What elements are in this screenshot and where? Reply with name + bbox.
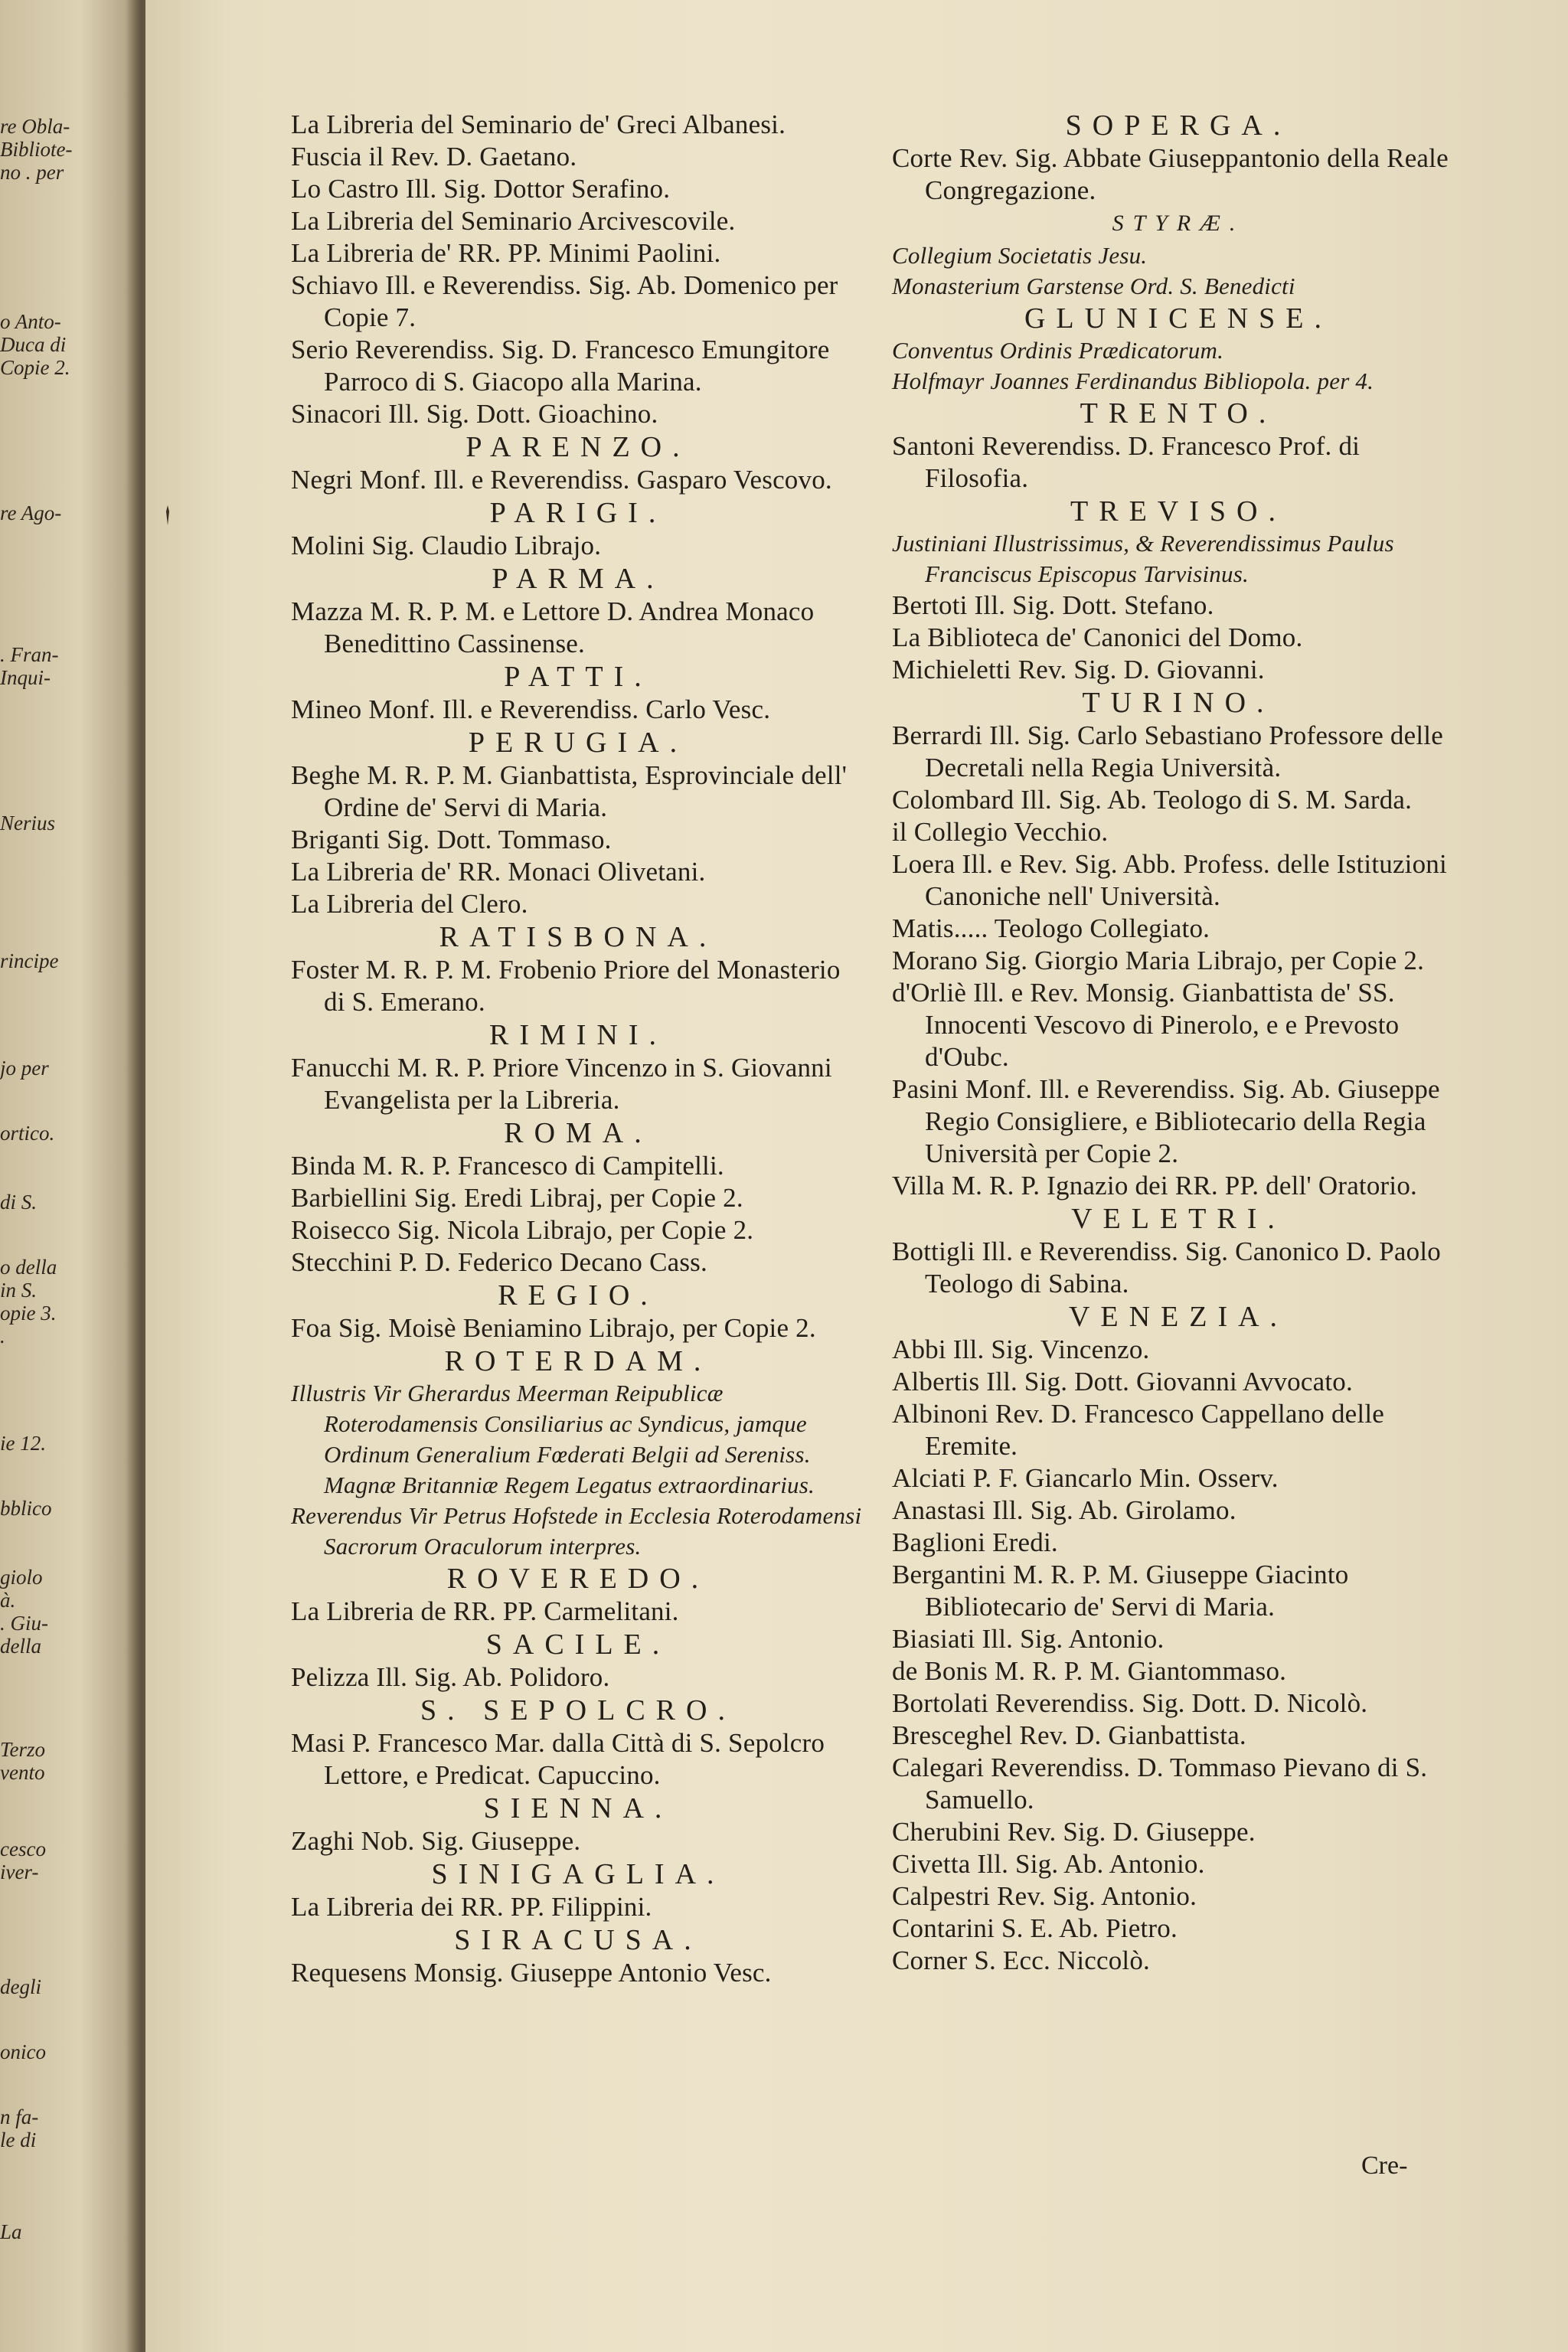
subscriber-entry: Foa Sig. Moisè Beniamino Librajo, per Copie 2. <box>291 1313 816 1343</box>
city-heading: S. SEPOLCRO. <box>420 1694 736 1726</box>
previous-page-fragment: Terzo vento <box>0 1738 46 1784</box>
subscriber-entry: Anastasi Ill. Sig. Ab. Girolamo. <box>892 1495 1236 1525</box>
previous-page-edge <box>0 0 145 2352</box>
subscriber-entry: de Bonis M. R. P. M. Giantommaso. <box>892 1656 1287 1686</box>
subscriber-entry: Morano Sig. Giorgio Maria Librajo, per Copie 2. <box>892 946 1425 975</box>
city-heading: TREVISO. <box>1070 495 1286 528</box>
city-heading: PERUGIA. <box>468 727 688 759</box>
subscriber-entry: Matis..... Teologo Collegiato. <box>892 913 1210 943</box>
city-heading: PARENZO. <box>466 431 691 463</box>
subscriber-entry: Briganti Sig. Dott. Tommaso. <box>291 825 612 854</box>
right-column <box>892 109 1465 1977</box>
subscriber-entry: Illustris Vir Gherardus Meerman Reipublicæ Roterodamensis Consiliarius ac Syndicus, jamque Ordinum Generalium Fœderati Belgii ad Sereniss. Magnæ Britanniæ Regem Legatus extraordinarius. <box>291 1380 815 1498</box>
previous-page-fragment: cesco iver- <box>0 1838 46 1883</box>
subscriber-entry: Calpestri Rev. Sig. Antonio. <box>892 1881 1197 1911</box>
subscriber-entry: Fuscia il Rev. D. Gaetano. <box>291 142 577 172</box>
city-heading: TRENTO. <box>1080 397 1277 430</box>
previous-page-fragment: n fa- le di <box>0 2105 39 2151</box>
city-heading: VELETRI. <box>1071 1203 1285 1235</box>
subscriber-entry: Requesens Monsig. Giuseppe Antonio Vesc. <box>291 1958 772 1988</box>
city-heading: GLUNICENSE. <box>1024 302 1333 335</box>
subscriber-entry: Bottigli Ill. e Reverendiss. Sig. Canonico D. Paolo Teologo di Sabina. <box>892 1236 1441 1298</box>
previous-page-fragment: onico <box>0 2040 46 2063</box>
city-heading: TURINO. <box>1082 687 1275 719</box>
subscriber-entry: Masi P. Francesco Mar. dalla Città di S. Sepolcro Lettore, e Predicat. Capuccino. <box>291 1728 825 1790</box>
previous-page-fragment: re Obla- Bibliote- no . per <box>0 115 73 184</box>
subscriber-entry: Pasini Monf. Ill. e Reverendiss. Sig. Ab. Giuseppe Regio Consigliere, e Bibliotecario della Regia Università per Copie 2. <box>892 1074 1440 1168</box>
city-heading: SIENNA. <box>483 1792 673 1824</box>
subscriber-entry: Collegium Societatis Jesu. <box>892 242 1148 269</box>
subscriber-entry: Contarini S. E. Ab. Pietro. <box>892 1913 1178 1943</box>
subscriber-entry: Conventus Ordinis Prædicatorum. <box>892 337 1224 364</box>
previous-page-fragment: re Ago- <box>0 501 62 524</box>
previous-page-fragment: . Fran- Inqui- <box>0 643 59 689</box>
subscriber-entry: Stecchini P. D. Federico Decano Cass. <box>291 1247 707 1277</box>
subscriber-entry: Bortolati Reverendiss. Sig. Dott. D. Nicolò. <box>892 1688 1368 1718</box>
subscriber-entry: Reverendus Vir Petrus Hofstede in Ecclesia Roterodamensi Sacrorum Oraculorum interpres. <box>291 1502 862 1560</box>
subscriber-entry: il Collegio Vecchio. <box>892 817 1109 847</box>
subscriber-entry: Zaghi Nob. Sig. Giuseppe. <box>291 1826 581 1856</box>
subscriber-entry: Holfmayr Joannes Ferdinandus Bibliopola. per 4. <box>892 368 1374 394</box>
subscriber-entry: La Libreria del Seminario Arcivescovile. <box>291 206 736 236</box>
subscriber-entry: Albinoni Rev. D. Francesco Cappellano delle Eremite. <box>892 1399 1384 1461</box>
city-heading: SIRACUSA. <box>454 1924 702 1956</box>
subscriber-entry: La Libreria de RR. PP. Carmelitani. <box>291 1596 679 1626</box>
subscriber-entry: Sinacori Ill. Sig. Dott. Gioachino. <box>291 399 658 429</box>
city-heading: RATISBONA. <box>439 921 717 953</box>
subscriber-entry: Serio Reverendiss. Sig. D. Francesco Emungitore Parroco di S. Giacopo alla Marina. <box>291 335 830 397</box>
previous-page-fragment: ortico. <box>0 1122 55 1145</box>
subscriber-entry: Roisecco Sig. Nicola Librajo, per Copie 2. <box>291 1215 754 1245</box>
subscriber-entry: Alciati P. F. Giancarlo Min. Osserv. <box>892 1463 1279 1493</box>
previous-page-fragment: ie 12. <box>0 1432 46 1455</box>
subscriber-entry: Fanucchi M. R. P. Priore Vincenzo in S. Giovanni Evangelista per la Libreria. <box>291 1053 832 1115</box>
subscriber-entry: La Libreria del Clero. <box>291 889 528 919</box>
city-heading: ROVEREDO. <box>446 1563 710 1595</box>
subscriber-entry: La Libreria de' RR. Monaci Olivetani. <box>291 857 706 887</box>
previous-page-fragment: Nerius <box>0 812 56 835</box>
subscriber-entry: Corner S. Ecc. Niccolò. <box>892 1945 1150 1975</box>
subscriber-entry: Baglioni Eredi. <box>892 1527 1058 1557</box>
city-heading: PARIGI. <box>489 497 667 529</box>
previous-page-fragment: o Anto- Duca di Copie 2. <box>0 310 70 379</box>
subscriber-entry: Negri Monf. Ill. e Reverendiss. Gasparo Vescovo. <box>291 465 832 495</box>
subscriber-entry: Barbiellini Sig. Eredi Libraj, per Copie 2. <box>291 1183 743 1213</box>
subscriber-entry: Bertoti Ill. Sig. Dott. Stefano. <box>892 590 1214 620</box>
city-heading: PARMA. <box>492 563 665 595</box>
previous-page-fragment: o della in S. opie 3. . <box>0 1256 57 1348</box>
subscriber-entry: Biasiati Ill. Sig. Antonio. <box>892 1624 1165 1654</box>
pin-mark <box>162 505 173 525</box>
left-column <box>291 109 865 1989</box>
city-heading: SOPERGA. <box>1065 109 1292 142</box>
subscriber-entry: Villa M. R. P. Ignazio dei RR. PP. dell' Oratorio. <box>892 1171 1417 1200</box>
city-heading: RIMINI. <box>488 1019 668 1051</box>
subscriber-entry: Lo Castro Ill. Sig. Dottor Serafino. <box>291 174 671 204</box>
subscriber-entry: Loera Ill. e Rev. Sig. Abb. Profess. delle Istituzioni Canoniche nell' Università. <box>892 849 1447 911</box>
subscriber-entry: Berrardi Ill. Sig. Carlo Sebastiano Professore delle Decretali nella Regia Università. <box>892 720 1443 782</box>
subscriber-entry: La Biblioteca de' Canonici del Domo. <box>892 622 1303 652</box>
previous-page-fragment: giolo à. . Giu- della <box>0 1566 48 1658</box>
subscriber-entry: Santoni Reverendiss. D. Francesco Prof. di Filosofia. <box>892 431 1361 493</box>
subscriber-entry: La Libreria de' RR. PP. Minimi Paolini. <box>291 238 721 268</box>
previous-page-fragment: rincipe <box>0 949 59 972</box>
subscriber-entry: d'Orliè Ill. e Rev. Monsig. Gianbattista de' SS. Innocenti Vescovo di Pinerolo, e e Prevosto d'Oubc. <box>892 978 1400 1072</box>
subscriber-entry: Foster M. R. P. M. Frobenio Priore del Monasterio di S. Emerano. <box>291 955 841 1017</box>
city-heading: ROMA. <box>504 1117 652 1149</box>
subscriber-entry: Binda M. R. P. Francesco di Campitelli. <box>291 1151 724 1181</box>
subscriber-entry: Cherubini Rev. Sig. D. Giuseppe. <box>892 1817 1256 1847</box>
subscriber-entry: Albertis Ill. Sig. Dott. Giovanni Avvocato. <box>892 1367 1353 1396</box>
subscriber-entry: La Libreria dei RR. PP. Filippini. <box>291 1892 652 1922</box>
city-heading: ROTERDAM. <box>444 1345 712 1377</box>
previous-page-fragment: jo per <box>0 1057 49 1080</box>
subscriber-entry: Bergantini M. R. P. M. Giuseppe Giacinto Bibliotecario de' Servi di Maria. <box>892 1560 1349 1622</box>
previous-page-fragment: degli <box>0 1975 41 1998</box>
city-heading: VENEZIA. <box>1068 1301 1289 1333</box>
subscriber-entry: Pelizza Ill. Sig. Ab. Polidoro. <box>291 1662 610 1692</box>
subscriber-entry: Colombard Ill. Sig. Ab. Teologo di S. M. Sarda. <box>892 785 1413 815</box>
subscriber-entry: Molini Sig. Claudio Librajo. <box>291 531 602 560</box>
city-heading: SACILE. <box>485 1628 671 1661</box>
city-heading: REGIO. <box>498 1279 658 1312</box>
subscriber-entry: Beghe M. R. P. M. Gianbattista, Esprovinciale dell' Ordine de' Servi di Maria. <box>291 760 848 822</box>
city-heading: STYRÆ. <box>1112 211 1245 236</box>
city-heading: SINIGAGLIA. <box>431 1858 725 1890</box>
subscriber-entry: Bresceghel Rev. D. Gianbattista. <box>892 1720 1246 1750</box>
city-heading: PATTI. <box>504 661 652 693</box>
subscriber-entry: Abbi Ill. Sig. Vincenzo. <box>892 1334 1150 1364</box>
catchword: Cre- <box>1361 2151 1408 2180</box>
subscriber-entry: Michieletti Rev. Sig. D. Giovanni. <box>892 655 1265 684</box>
previous-page-fragment: bblico <box>0 1497 52 1520</box>
subscriber-entry: Monasterium Garstense Ord. S. Benedicti <box>892 273 1295 299</box>
subscriber-entry: Corte Rev. Sig. Abbate Giuseppantonio della Reale Congregazione. <box>892 143 1449 205</box>
subscriber-entry: Schiavo Ill. e Reverendiss. Sig. Ab. Domenico per Copie 7. <box>291 270 838 332</box>
subscriber-entry: La Libreria del Seminario de' Greci Albanesi. <box>291 109 786 139</box>
subscriber-entry: Calegari Reverendiss. D. Tommaso Pievano di S. Samuello. <box>892 1753 1428 1815</box>
previous-page-fragment: di S. <box>0 1191 38 1214</box>
subscriber-entry: Justiniani Illustrissimus, & Reverendissimus Paulus Franciscus Episcopus Tarvisinus. <box>892 530 1394 587</box>
subscriber-entry: Civetta Ill. Sig. Ab. Antonio. <box>892 1849 1205 1879</box>
subscriber-entry: Mazza M. R. P. M. e Lettore D. Andrea Monaco Benedittino Cassinense. <box>291 596 815 658</box>
previous-page-fragment: La <box>0 2220 22 2243</box>
subscriber-entry: Mineo Monf. Ill. e Reverendiss. Carlo Vesc. <box>291 694 771 724</box>
